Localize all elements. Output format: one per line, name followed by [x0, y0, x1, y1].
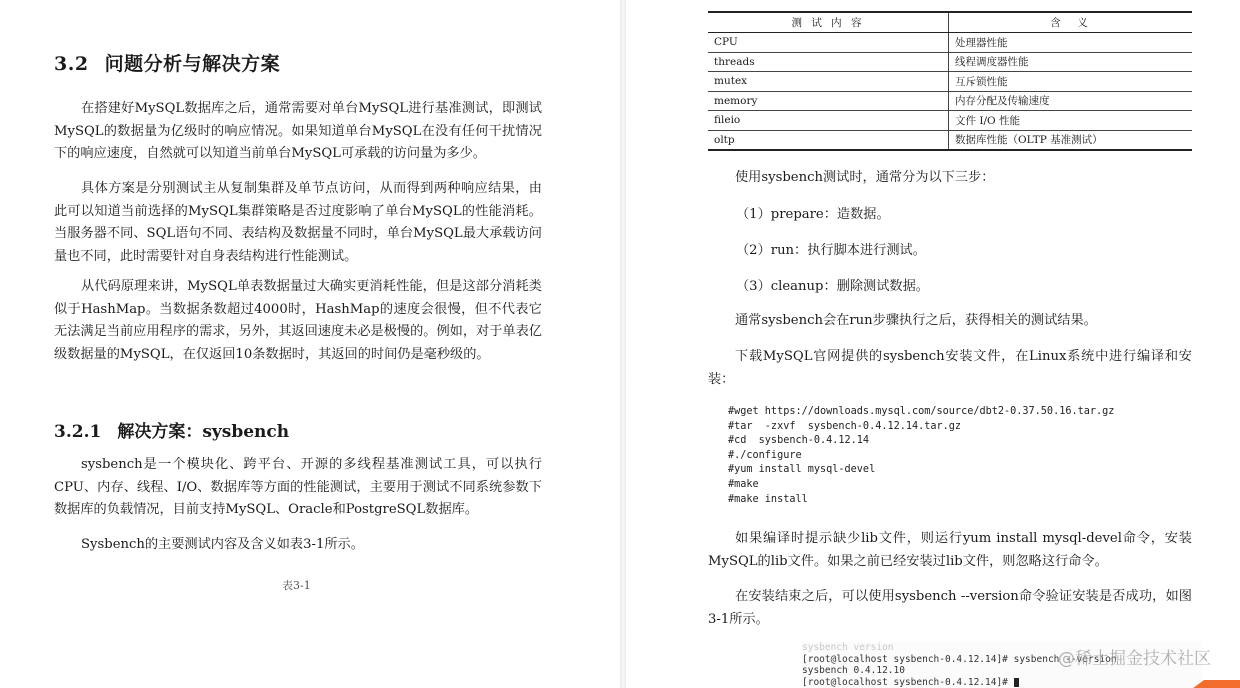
paragraph: 通常sysbench会在run步骤执行之后，获得相关的测试结果。 — [735, 313, 1097, 328]
right-page — [626, 0, 1240, 688]
code-line: #make install — [728, 493, 808, 505]
subsection-title: 解决方案：sysbench — [117, 422, 290, 442]
table-row — [708, 33, 1192, 53]
table-row — [708, 91, 1192, 111]
paragraph: 使用sysbench测试时，通常分为以下三步： — [735, 170, 995, 185]
test-name: mutex — [708, 72, 949, 92]
terminal-line: [root@localhost sysbench-0.4.12.14]# — [802, 676, 1014, 688]
test-meaning: 数据库性能（OLTP 基准测试） — [949, 130, 1193, 150]
table-header-row — [708, 12, 1192, 33]
test-meaning: 处理器性能 — [949, 33, 1193, 53]
terminal-line: [root@localhost sysbench-0.4.12.14]# sysbench --version — [802, 653, 1117, 665]
test-name: oltp — [708, 130, 949, 150]
paragraph: 从代码原理来讲，MySQL单表数据量过大确实更消耗性能，但是这部分消耗类似于HashMap。当数据条数超过4000时，HashMap的速度会很慢，但不代表它无法满足当前应用程序的需求，另外，其返回速度未必是极慢的。例如，对于单表亿级数据量的MySQL，在仅返回10条数据时，其返回的时间仍是毫秒级的。 — [54, 279, 542, 362]
section-number: 3.2 — [54, 53, 89, 75]
header-meaning: 含 义 — [949, 12, 1193, 33]
paragraph: sysbench是一个模块化、跨平台、开源的多线程基准测试工具，可以执行CPU、内存、线程、I/O、数据库等方面的性能测试，主要用于测试不同系统参数下数据库的负载情况，目前支持MySQL、Oracle和PostgreSQL数据库。 — [54, 457, 542, 517]
test-meaning: 内存分配及传输速度 — [949, 91, 1193, 111]
subsection-number: 3.2.1 — [54, 422, 102, 442]
table-caption: 表3-1 — [282, 579, 311, 592]
step-item: （3）cleanup：删除测试数据。 — [736, 279, 929, 294]
code-line: #cd sysbench-0.4.12.14 — [728, 435, 870, 447]
table-row — [708, 111, 1192, 131]
test-meaning: 文件 I/O 性能 — [949, 111, 1193, 131]
code-line: #tar -zxvf sysbench-0.4.12.14.tar.gz — [728, 420, 962, 432]
step-item: （1）prepare：造数据。 — [736, 207, 890, 222]
test-name: memory — [708, 91, 949, 111]
section-heading — [54, 49, 280, 76]
paragraph: Sysbench的主要测试内容及含义如表3-1所示。 — [81, 537, 364, 552]
paragraph: 下载MySQL官网提供的sysbench安装文件，在Linux系统中进行编译和安装： — [708, 349, 1192, 387]
paragraph: 具体方案是分别测试主从复制集群及单节点访问，从而得到两种响应结果，由此可以知道当前选择的MySQL集群策略是否过度影响了单台MySQL的性能消耗。当服务器不同、SQL语句不同、表结构及数据量不同时，单台MySQL最大承载访问量也不同，此时需要针对自身表结构进行性能测试。 — [54, 181, 542, 264]
header-test-content: 测 试 内 容 — [708, 12, 949, 33]
terminal-cursor-icon — [1014, 678, 1019, 687]
test-content-table — [708, 11, 1192, 151]
terminal-line: sysbench 0.4.12.10 — [802, 665, 905, 676]
code-block — [728, 405, 1114, 507]
step-item: （2）run：执行脚本进行测试。 — [736, 243, 926, 258]
paragraph: 如果编译时提示缺少lib文件，则运行yum install mysql-devel命令，安装MySQL的lib文件。如果之前已经安装过lib文件，则忽略这行命令。 — [708, 531, 1192, 569]
subsection-heading — [54, 417, 289, 442]
section-title: 问题分析与解决方案 — [104, 53, 281, 75]
table-row — [708, 72, 1192, 92]
test-meaning: 互斥锁性能 — [949, 72, 1193, 92]
code-line: #wget https://downloads.mysql.com/source/dbt2-0.37.50.16.tar.gz — [728, 406, 1115, 417]
test-name: CPU — [708, 33, 949, 53]
code-line: #yum install mysql-devel — [728, 464, 876, 476]
watermark: @稀土掘金技术社区 — [1058, 649, 1211, 669]
table-row — [708, 52, 1192, 72]
paragraph: 在搭建好MySQL数据库之后，通常需要对单台MySQL进行基准测试，即测试MySQL的数据量为亿级时的响应情况。如果知道单台MySQL在没有任何干扰情况下的响应速度，自然就可以知道当前单台MySQL可承载的访问量为多少。 — [54, 101, 542, 161]
terminal-faint-line: sysbench version — [802, 642, 894, 653]
paragraph: 在安装结束之后，可以使用sysbench --version命令验证安装是否成功，如图3-1所示。 — [708, 589, 1192, 627]
code-line: #make — [728, 478, 759, 490]
code-line: #./configure — [728, 449, 802, 461]
test-name: threads — [708, 52, 949, 72]
test-meaning: 线程调度器性能 — [949, 52, 1193, 72]
table-row — [708, 130, 1192, 150]
test-name: fileio — [708, 111, 949, 131]
